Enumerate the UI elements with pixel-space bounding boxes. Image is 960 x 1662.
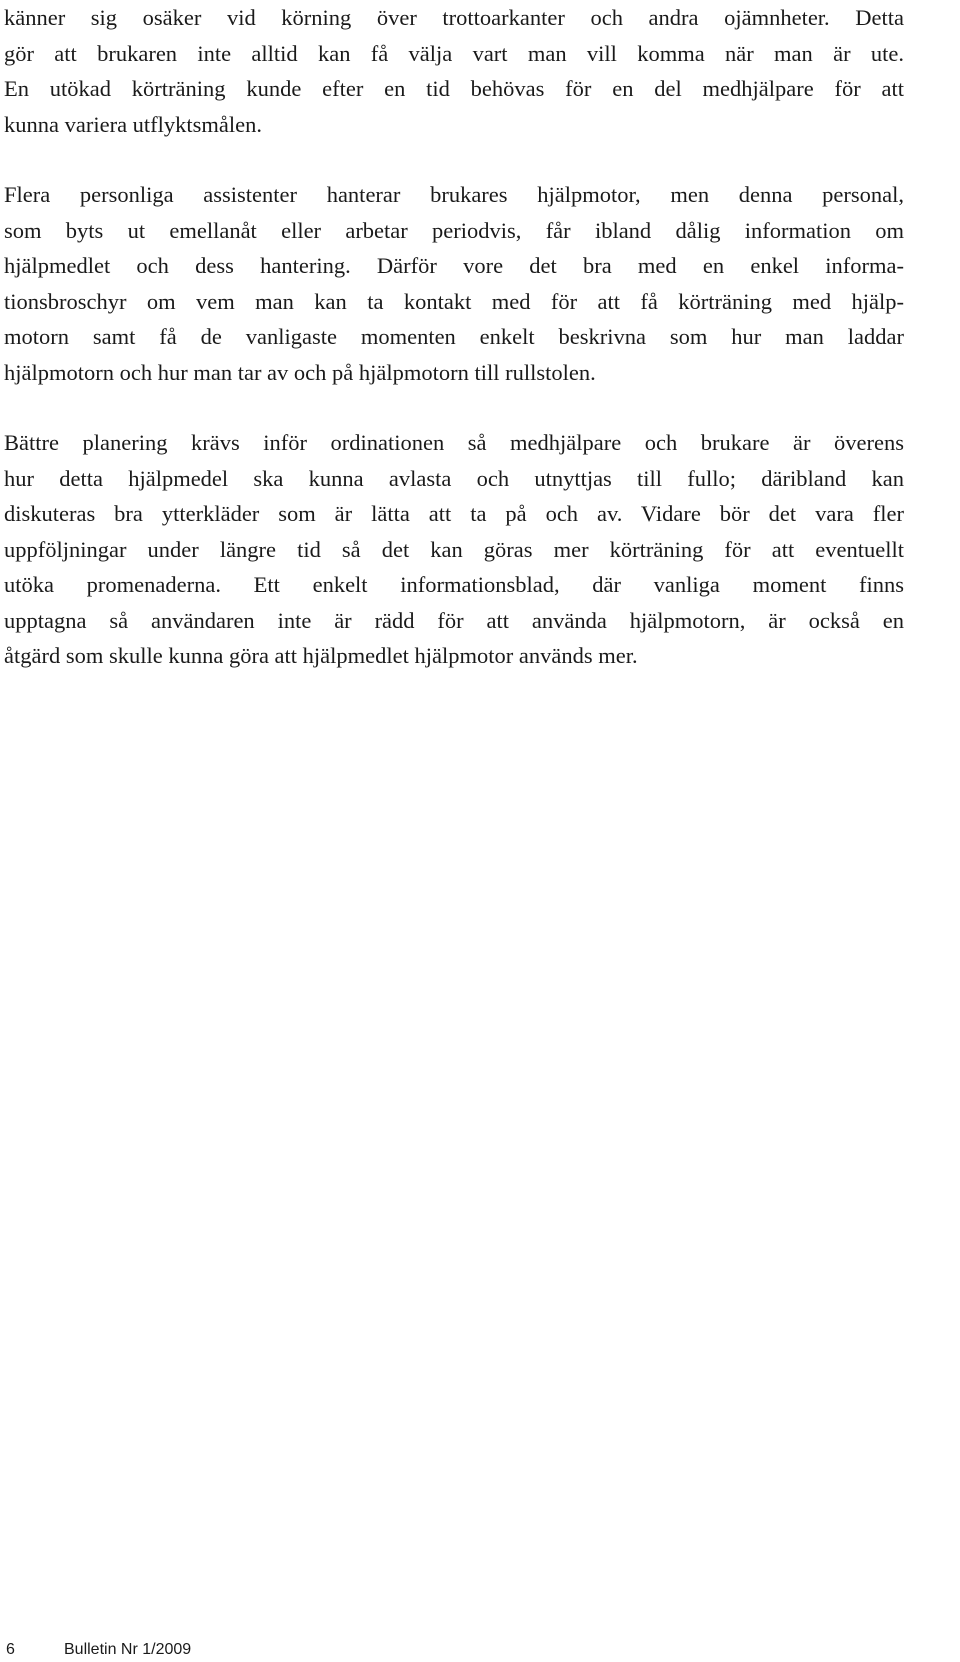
paragraph-1 (4, 0, 904, 142)
body-text (4, 0, 904, 709)
text-line: hur detta hjälpmedel ska kunna avlasta och utnyttjas till fullo; däribland kan (4, 465, 904, 491)
paragraph-2 (4, 177, 904, 390)
text-line: diskuteras bra ytterkläder som är lätta att ta på och av. Vidare bör det vara fler (4, 501, 904, 526)
text-line: uppföljningar under längre tid så det kan göras mer körträning för att eventuellt (4, 536, 904, 562)
text-line: Bättre planering krävs inför ordinationen så medhjälpare och brukare är överens (4, 430, 904, 455)
text-line: kunna variera utflyktsmålen. (4, 111, 263, 137)
page-number: 6 (6, 1641, 15, 1658)
text-line: En utökad körträning kunde efter en tid behövas för en del medhjälpare för att (4, 76, 904, 101)
paragraph-3 (4, 425, 904, 674)
text-line: hjälpmotorn och hur man tar av och på hjälpmotorn till rullstolen. (4, 359, 596, 385)
text-line: åtgärd som skulle kunna göra att hjälpmedlet hjälpmotor används mer. (4, 643, 638, 668)
text-line: känner sig osäker vid körning över trottoarkanter och andra ojämnheter. Detta (4, 5, 904, 30)
text-line: som byts ut emellanåt eller arbetar periodvis, får ibland dålig information om (4, 217, 904, 243)
text-line: upptagna så användaren inte är rädd för att använda hjälpmotorn, är också en (4, 607, 904, 633)
text-line: gör att brukaren inte alltid kan få välja vart man vill komma när man är ute. (4, 40, 904, 66)
page-footer (6, 1640, 191, 1660)
text-line: hjälpmedlet och dess hantering. Därför vore det bra med en enkel informa- (4, 253, 904, 278)
text-line: Flera personliga assistenter hanterar brukares hjälpmotor, men denna personal, (4, 182, 904, 207)
text-line: tionsbroschyr om vem man kan ta kontakt med för att få körträning med hjälp- (4, 288, 904, 314)
publication-title: Bulletin Nr 1/2009 (64, 1641, 192, 1658)
text-line: utöka promenaderna. Ett enkelt informationsblad, där vanliga moment finns (4, 572, 904, 597)
text-line: motorn samt få de vanligaste momenten enkelt beskrivna som hur man laddar (4, 324, 904, 349)
